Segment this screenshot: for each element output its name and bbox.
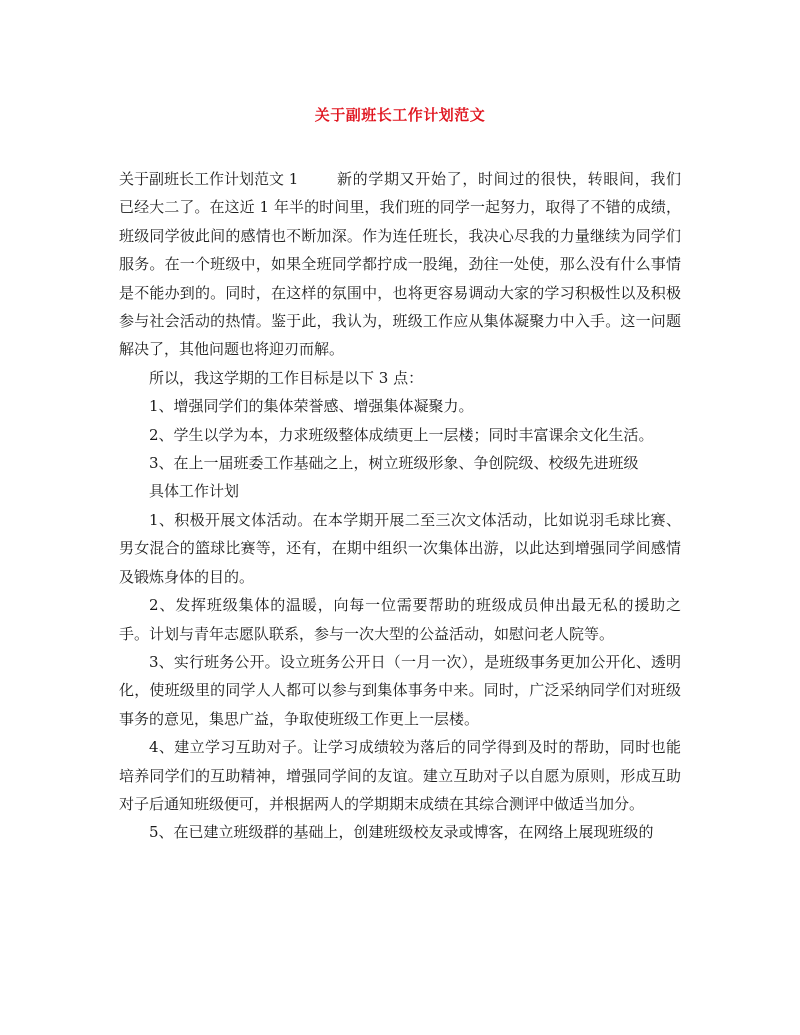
goal-item-1: 1、增强同学们的集体荣誉感、增强集体凝聚力。 [149,397,474,416]
plan-item-3: 3、实行班务公开。设立班务公开日（一月一次），是班级事务更加公开化、透明化，使班级里的同学人人都可以参与到集体事务中来。同时，广泛采纳同学们对班级事务的意见，集思广益，争取使班级工作更上一层楼。 [119,652,681,728]
document-body [119,165,681,847]
intro-paragraph [119,165,681,364]
plan-item-2: 2、发挥班级集体的温暖，向每一位需要帮助的班级成员伸出最无私的援助之手。计划与青年志愿队联系，参与一次大型的公益活动，如慰问老人院等。 [119,596,681,643]
goals-intro: 所以，我这学期的工作目标是以下 3 点： [149,368,424,387]
document-title: 关于副班长工作计划范文 [314,106,486,124]
plan-item-4: 4、建立学习互助对子。让学习成绩较为落后的同学得到及时的帮助，同时也能培养同学们的互助精神，增强同学间的友谊。建立互助对子以自愿为原则，形成互助对子后通知班级便可，并根据两人的学期期末成绩在其综合测评中做适当加分。 [119,738,681,813]
plan-item-5: 5、在已建立班级群的基础上，创建班级校友录或博客，在网络上展现班级的 [149,823,654,842]
intro-lead: 关于副班长工作计划范文 1 [119,170,299,188]
plan-heading: 具体工作计划 [149,482,240,501]
intro-text: 新的学期又开始了，时间过的很快，转眼间，我们已经大二了。在这近 1 年半的时间里，我们班的同学一起努力，取得了不错的成绩，班级同学彼此间的感情也不断加深。作为连任班长，我决心尽我的力量继续为同学们服务。在一个班级中，如果全班同学都拧成一股绳，劲往一处使，那么没有什么事情是不能办到的。同时，在这样的氛围中，也将更容易调动大家的学习积极性以及积极参与社会活动的热情。鉴于此，我认为，班级工作应从集体凝聚力中入手。这一问题解决了，其他问题也将迎刃而解。 [119,170,681,359]
plan-item-1: 1、积极开展文体活动。在本学期开展二至三次文体活动，比如说羽毛球比赛、男女混合的篮球比赛等，还有，在期中组织一次集体出游，以此达到增强同学间感情及锻炼身体的目的。 [119,510,681,586]
goal-item-2: 2、学生以学为本，力求班级整体成绩更上一层楼；同时丰富课余文化生活。 [149,425,654,444]
goal-item-3: 3、在上一届班委工作基础之上，树立班级形象、争创院级、校级先进班级 [149,454,639,473]
